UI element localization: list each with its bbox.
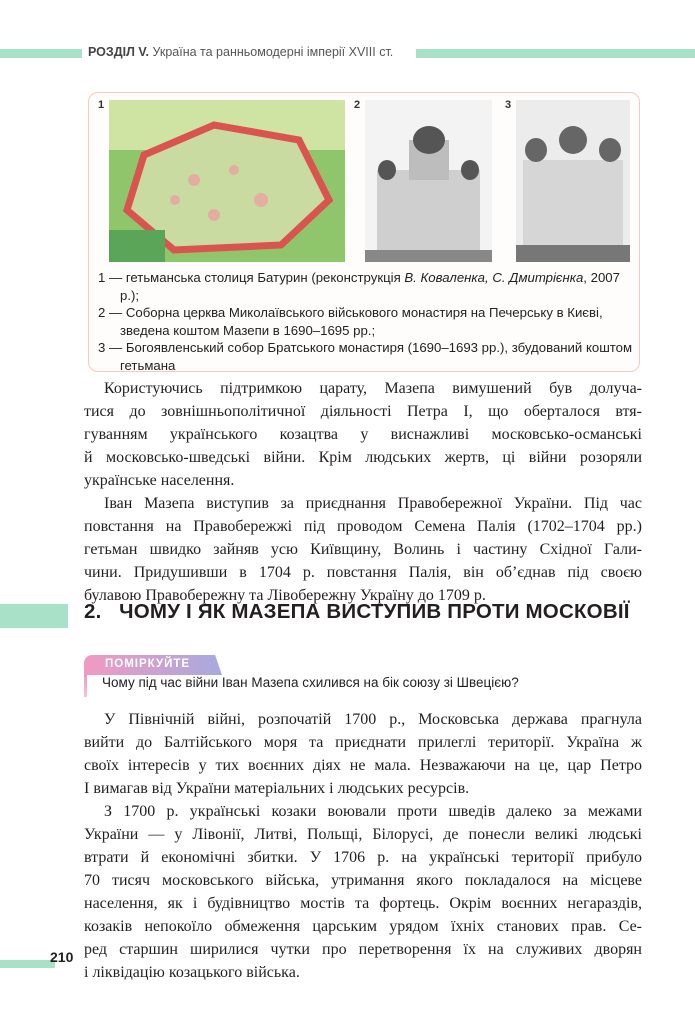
text-line: булавою Правобережну та Лівобережну Україну до 1709 р. — [84, 587, 486, 604]
caption-item — [98, 339, 633, 374]
figure-number: 1 — [98, 99, 105, 111]
caption-text: Соборна церква Миколаївського військового монастиря на Печерську в Києві, зведена коштом Мазепи в 1690–1695 рр.; — [120, 305, 603, 338]
text-line: чини. Придушивши в 1704 р. повстання Палія, він об’єднав під своєю — [84, 564, 642, 581]
section-label: РОЗДІЛ V. — [88, 45, 150, 59]
caption-item — [98, 269, 633, 304]
caption-text: , 2007 р.); — [120, 270, 620, 303]
text-line: українське населення. — [84, 472, 235, 489]
caption-text: Богоявленський собор Братського монастиря (1690–1693 рр.), збудований коштом гетьмана — [120, 340, 633, 373]
think-label: ПОМІРКУЙТЕ — [105, 658, 191, 670]
text-line: гуванням українського козацтва у виснажливі московсько-османські — [84, 426, 642, 443]
page-number: 210 — [50, 949, 74, 965]
text-line: Іван Мазепа виступив за приєднання Правобережної України. Під час — [104, 495, 642, 512]
think-accent — [84, 675, 87, 697]
think-question: Чому під час війни Іван Мазепа схилився на бік союзу зі Швецією? — [102, 675, 519, 690]
figure-captions — [98, 269, 633, 374]
text-line: України — у Лівонії, Литві, Польщі, Білорусі, де понесли великі людські — [84, 826, 642, 843]
text-line: гетьман швидко зайняв усю Київщину, Волинь і частину Східної Гали- — [84, 541, 642, 558]
text-line: вийти до Балтійського моря та приєднати прилеглі території. Україна ж — [84, 734, 642, 751]
caption-number: 2 — — [98, 305, 123, 320]
header-accent-bar — [416, 49, 695, 58]
caption-item — [98, 304, 633, 339]
paragraph-block-1 — [84, 377, 642, 607]
text-line: населення, як і будівництво мостів та фортець. Окрім воєнних негараздів, — [84, 895, 642, 912]
paragraph-block-2 — [84, 708, 642, 984]
header-accent-bar — [0, 49, 82, 58]
epiphany-cathedral-photo — [516, 100, 630, 262]
section-title: Україна та ранньомодерні імперії XVIII ст. — [152, 45, 394, 59]
caption-author: В. Коваленка, С. Дмитрієнка — [404, 270, 584, 285]
baturyn-reconstruction-image — [109, 100, 345, 262]
text-line: тися до зовнішньополітичної діяльності Петра I, що оберталося втя- — [84, 403, 642, 420]
text-line: козаків непокоїло обмеження царським урядом їхніх станових прав. Се- — [84, 918, 642, 935]
figure-number: 3 — [505, 99, 512, 111]
text-line: втрати й економічні збитки. У 1706 р. на українські території прибуло — [84, 849, 642, 866]
running-header — [88, 45, 393, 59]
figure-number: 2 — [354, 99, 361, 111]
text-line: Користуючись підтримкою царату, Мазепа вимушений був долуча- — [104, 380, 642, 397]
text-line: 70 тисяч московського війська, утримання якого покладалося на місцеве — [84, 872, 642, 889]
section-heading: 2. ЧОМУ І ЯК МАЗЕПА ВИСТУПИВ ПРОТИ МОСКОВІЇ — [84, 600, 630, 623]
text-line: і ліквідацію козацького війська. — [84, 964, 300, 981]
st-nicholas-cathedral-photo — [365, 100, 492, 262]
caption-number: 3 — — [98, 340, 123, 355]
page-number-bar — [0, 960, 55, 968]
text-line: I вимагав від України матеріальних і людських ресурсів. — [84, 780, 470, 797]
text-line: ред старшин ширилися чутки про перетворення їх на служивих дворян — [84, 941, 642, 958]
text-line: своїх інтересів у тих воєнних діях не мала. Незважаючи на це, цар Петро — [84, 757, 642, 774]
text-line: й московсько-шведські війни. Крім людських жертв, ці війни розоряли — [84, 449, 642, 466]
text-line: У Північній війні, розпочатій 1700 р., Московська держава прагнула — [104, 711, 642, 728]
caption-number: 1 — — [98, 270, 123, 285]
text-line: З 1700 р. українські козаки воювали проти шведів далеко за межами — [104, 803, 642, 820]
section-accent-bar — [0, 604, 68, 628]
caption-text: гетьманська столиця Батурин (реконструкція — [125, 270, 405, 285]
text-line: повстання на Правобережжі під проводом Семена Палія (1702–1704 рр.) — [84, 518, 642, 535]
